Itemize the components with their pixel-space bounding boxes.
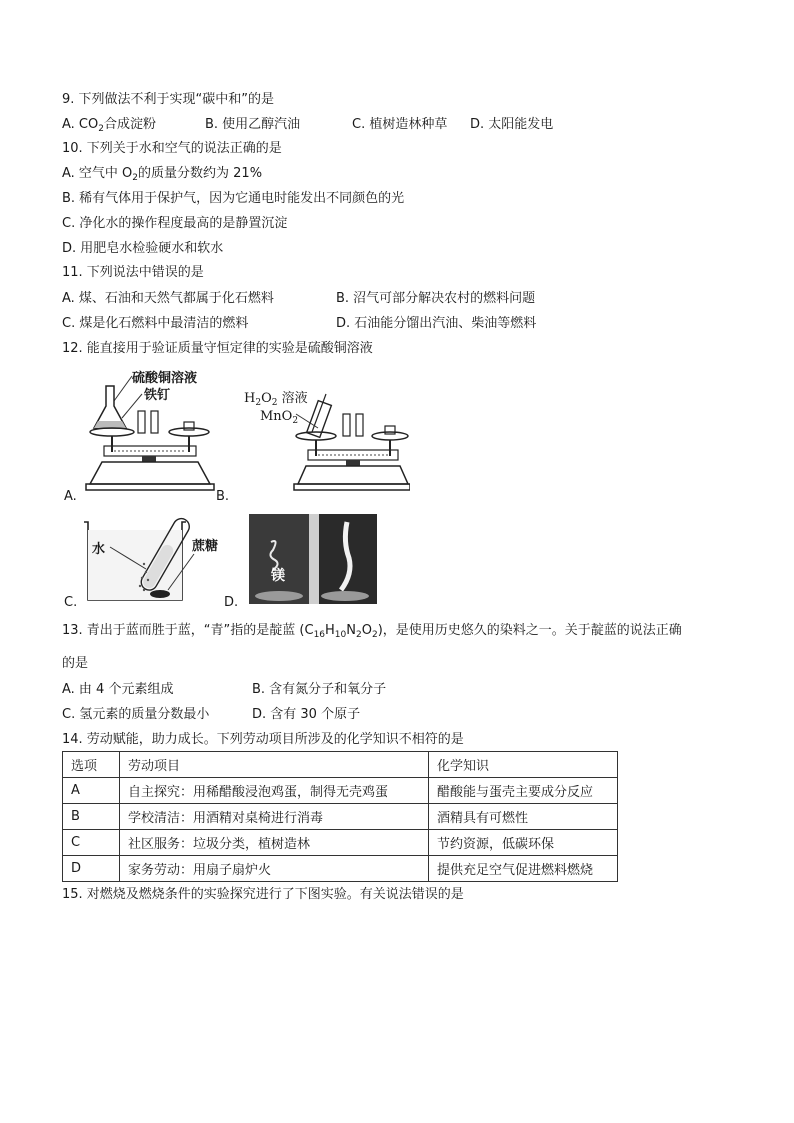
q12-figure-b — [240, 384, 410, 498]
q11-option-d: D. 石油能分馏出汽油、柴油等燃料 — [336, 316, 537, 331]
row-labor-item: 社区服务：垃圾分类，植树造林 — [120, 830, 429, 856]
q12-fig-a-label-nail: 铁钉 — [144, 388, 171, 403]
header-option: 选项 — [63, 752, 120, 778]
q10-option-d: D. 用肥皂水检验硬水和软水 — [62, 241, 224, 256]
row-labor-item: 自主探究：用稀醋酸浸泡鸡蛋，制得无壳鸡蛋 — [120, 778, 429, 804]
q9-option-b: B. 使用乙醇汽油 — [205, 117, 301, 132]
q10-option-a: A. 空气中 $O_2$的质量分数约为 21% — [62, 166, 263, 183]
q14-table — [62, 751, 618, 882]
q10-option-b: B. 稀有气体用于保护气，因为它通电时能发出不同颜色的光 — [62, 191, 405, 206]
row-option: B — [63, 804, 120, 830]
row-option: C — [63, 830, 120, 856]
row-chem-knowledge: 节约资源，低碳环保 — [429, 830, 618, 856]
q12-figure-d — [249, 514, 377, 604]
q11-option-c: C. 煤是化石燃料中最清洁的燃料 — [62, 316, 249, 331]
q15-stem: 15. 对燃烧及燃烧条件的实验探究进行了下图实验。有关说法错误的是 — [62, 887, 464, 902]
row-option: A — [63, 778, 120, 804]
q10-stem: 10. 下列关于水和空气的说法正确的是 — [62, 141, 282, 156]
row-labor-item: 学校清洁：用酒精对桌椅进行消毒 — [120, 804, 429, 830]
q12-fig-d-label-mg: 镁 — [271, 568, 285, 584]
row-chem-knowledge: 醋酸能与蛋壳主要成分反应 — [429, 778, 618, 804]
q13-option-d: D. 含有 30 个原子 — [252, 707, 361, 722]
header-chem-knowledge: 化学知识 — [429, 752, 618, 778]
q12-fig-b-option: B. — [216, 489, 230, 504]
q11-stem: 11. 下列说法中错误的是 — [62, 265, 204, 280]
q13-option-c: C. 氢元素的质量分数最小 — [62, 707, 210, 722]
q13-option-a: A. 由 4 个元素组成 — [62, 682, 174, 697]
q10-option-c: C. 净化水的操作程度最高的是静置沉淀 — [62, 216, 288, 231]
q12-fig-b-label-h2o2: $H_2O_2$ 溶液 — [244, 391, 308, 408]
q11-option-b: B. 沼气可部分解决农村的燃料问题 — [336, 291, 536, 306]
table-row — [63, 778, 618, 804]
q12-stem: 12. 能直接用于验证质量守恒定律的实验是硫酸铜溶液 — [62, 341, 373, 356]
q13-stem: 13. 青出于蓝而胜于蓝，“青”指的是靛蓝 $(C_{16}H_{10}N_2O_2)$，是使用历史悠久的染料之一。关于靛蓝的说法正确 — [62, 623, 682, 640]
q12-fig-c-option: C. — [64, 595, 78, 610]
table-row — [63, 856, 618, 882]
q12-figure-c — [82, 514, 222, 606]
row-chem-knowledge: 酒精具有可燃性 — [429, 804, 618, 830]
header-labor-item: 劳动项目 — [120, 752, 429, 778]
q12-fig-a-option: A. — [64, 489, 77, 504]
q9-option-d: D. 太阳能发电 — [470, 117, 554, 132]
q14-stem: 14. 劳动赋能，助力成长。下列劳动项目所涉及的化学知识不相符的是 — [62, 732, 464, 747]
q12-fig-c-label-water: 水 — [92, 542, 106, 557]
q9-option-c: C. 植树造林种草 — [352, 117, 448, 132]
q9-stem: 9. 下列做法不利于实现“碳中和”的是 — [62, 92, 275, 107]
q12-fig-b-label-mno2: MnO$_2$ — [260, 409, 299, 426]
q12-fig-a-label-solution: 硫酸铜溶液 — [132, 371, 198, 386]
q12-figure-a — [84, 366, 219, 498]
table-header-row — [63, 752, 618, 778]
q11-option-a: A. 煤、石油和天然气都属于化石燃料 — [62, 291, 274, 306]
row-chem-knowledge: 提供充足空气促进燃料燃烧 — [429, 856, 618, 882]
q12-fig-c-label-sugar: 蔗糖 — [192, 539, 219, 554]
q13-option-b: B. 含有氮分子和氧分子 — [252, 682, 387, 697]
table-row — [63, 830, 618, 856]
q9-option-a: A. $CO_2$合成淀粉 — [62, 117, 156, 134]
row-labor-item: 家务劳动：用扇子扇炉火 — [120, 856, 429, 882]
q13-stem-continued: 的是 — [62, 656, 89, 671]
q12-fig-d-option: D. — [224, 595, 239, 610]
table-row — [63, 804, 618, 830]
row-option: D — [63, 856, 120, 882]
